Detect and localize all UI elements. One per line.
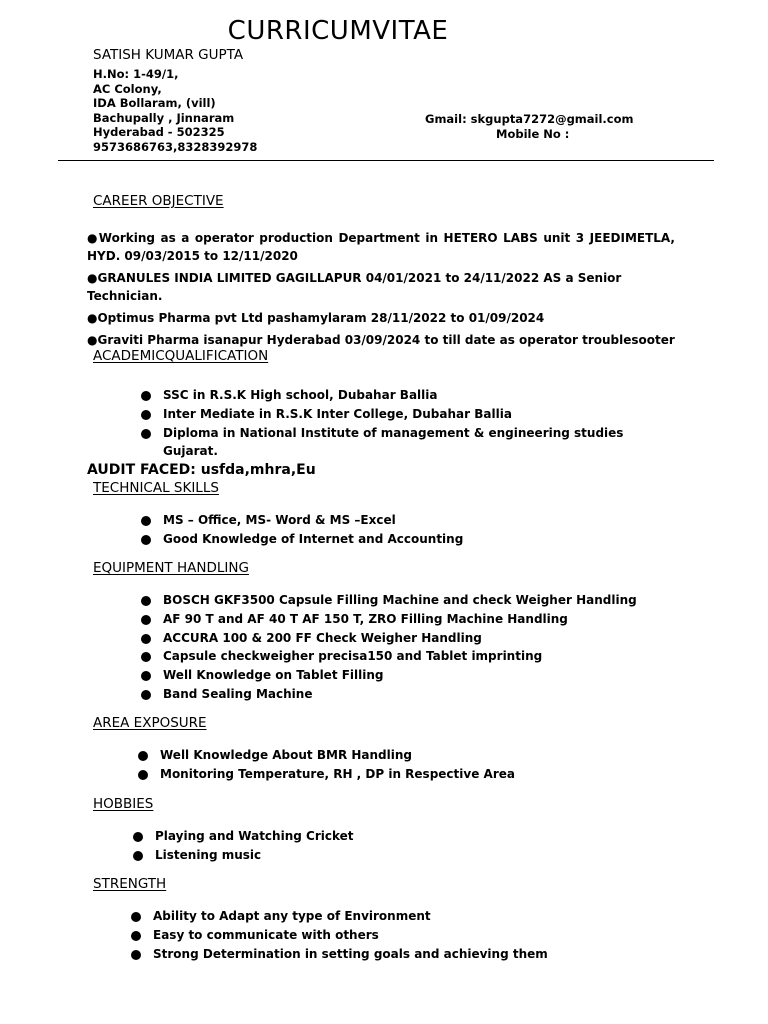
academic-heading: ACADEMICQUALIFICATION xyxy=(93,348,269,364)
list-item: AF 90 T and AF 40 T AF 150 T, ZRO Filling Machine Handling xyxy=(141,610,637,629)
email-line: Gmail: skgupta7272@gmail.com xyxy=(425,112,634,126)
list-item: Band Sealing Machine xyxy=(141,685,637,704)
phone-numbers: 9573686763,8328392978 xyxy=(93,139,258,154)
list-item: Capsule checkweigher precisa150 and Tablet imprinting xyxy=(141,647,637,666)
list-item: Playing and Watching Cricket xyxy=(133,827,354,846)
bullet-icon xyxy=(141,690,151,700)
bullet-icon xyxy=(131,931,141,941)
bullet-icon xyxy=(141,634,151,644)
strength-list xyxy=(131,907,548,963)
list-item: Strong Determination in setting goals and achieving them xyxy=(131,945,548,964)
bullet-icon xyxy=(141,429,151,439)
equipment-list xyxy=(141,591,637,704)
career-item: ●Working as a operator production Department in HETERO LABS unit 3 JEEDIMETLA, HYD. 09/03/2015 to 12/11/2020 xyxy=(87,231,675,263)
career-item: ●Graviti Pharma isanapur Hyderabad 03/09/2024 to till date as operator troublesooter xyxy=(87,333,675,347)
list-item: Diploma in National Institute of management & engineering studies xyxy=(141,424,623,443)
list-item: Easy to communicate with others xyxy=(131,926,548,945)
address-line: Hyderabad - 502325 xyxy=(93,125,225,139)
list-item-continuation: Gujarat. xyxy=(163,444,218,459)
address-block xyxy=(93,67,257,154)
career-objective-heading: CAREER OBJECTIVE xyxy=(93,193,224,209)
bullet-icon xyxy=(141,596,151,606)
technical-skills-list xyxy=(141,511,463,549)
list-item: Well Knowledge on Tablet Filling xyxy=(141,666,637,685)
area-exposure-list xyxy=(138,746,515,784)
bullet-icon xyxy=(141,652,151,662)
candidate-name: SATISH KUMAR GUPTA xyxy=(93,47,244,63)
address-line: IDA Bollaram, (vill) xyxy=(93,96,216,110)
career-objective-list xyxy=(87,229,675,353)
list-item: Good Knowledge of Internet and Accounting xyxy=(141,530,463,549)
list-item: Listening music xyxy=(133,846,354,865)
hobbies-heading: HOBBIES xyxy=(93,796,154,812)
mobile-line: Mobile No : xyxy=(496,127,570,141)
technical-skills-heading: TECHNICAL SKILLS xyxy=(93,480,219,496)
list-item: MS – Office, MS- Word & MS –Excel xyxy=(141,511,463,530)
academic-list xyxy=(141,386,623,461)
bullet-icon xyxy=(141,410,151,420)
bullet-icon xyxy=(131,950,141,960)
equipment-heading: EQUIPMENT HANDLING xyxy=(93,560,249,576)
bullet-icon xyxy=(141,391,151,401)
career-item: ●Optimus Pharma pvt Ltd pashamylaram 28/11/2022 to 01/09/2024 xyxy=(87,311,545,325)
bullet-icon xyxy=(138,770,148,780)
bullet-icon xyxy=(133,832,143,842)
bullet-icon xyxy=(141,615,151,625)
list-item: ACCURA 100 & 200 FF Check Weigher Handling xyxy=(141,629,637,648)
list-item: Monitoring Temperature, RH , DP in Respective Area xyxy=(138,765,515,784)
list-item: SSC in R.S.K High school, Dubahar Ballia xyxy=(141,386,623,405)
address-line: Bachupally , Jinnaram xyxy=(93,110,235,125)
list-item: Well Knowledge About BMR Handling xyxy=(138,746,515,765)
strength-heading: STRENGTH xyxy=(93,876,167,892)
list-item: Ability to Adapt any type of Environment xyxy=(131,907,548,926)
career-item: ●GRANULES INDIA LIMITED GAGILLAPUR 04/01/2021 to 24/11/2022 AS a Senior Technician. xyxy=(87,271,622,303)
bullet-icon xyxy=(131,912,141,922)
address-line: H.No: 1-49/1, xyxy=(93,67,179,81)
area-exposure-heading: AREA EXPOSURE xyxy=(93,715,207,731)
bullet-icon xyxy=(133,851,143,861)
bullet-icon xyxy=(141,535,151,545)
bullet-icon xyxy=(141,671,151,681)
audit-faced: AUDIT FACED: usfda,mhra,Eu xyxy=(87,462,316,478)
list-item: BOSCH GKF3500 Capsule Filling Machine and check Weigher Handling xyxy=(141,591,637,610)
address-line: AC Colony, xyxy=(93,81,162,96)
header-divider xyxy=(58,160,714,161)
document-title: CURRICUMVITAE xyxy=(227,16,449,46)
bullet-icon xyxy=(141,516,151,526)
hobbies-list xyxy=(133,827,354,865)
bullet-icon xyxy=(138,751,148,761)
list-item: Inter Mediate in R.S.K Inter College, Dubahar Ballia xyxy=(141,405,623,424)
